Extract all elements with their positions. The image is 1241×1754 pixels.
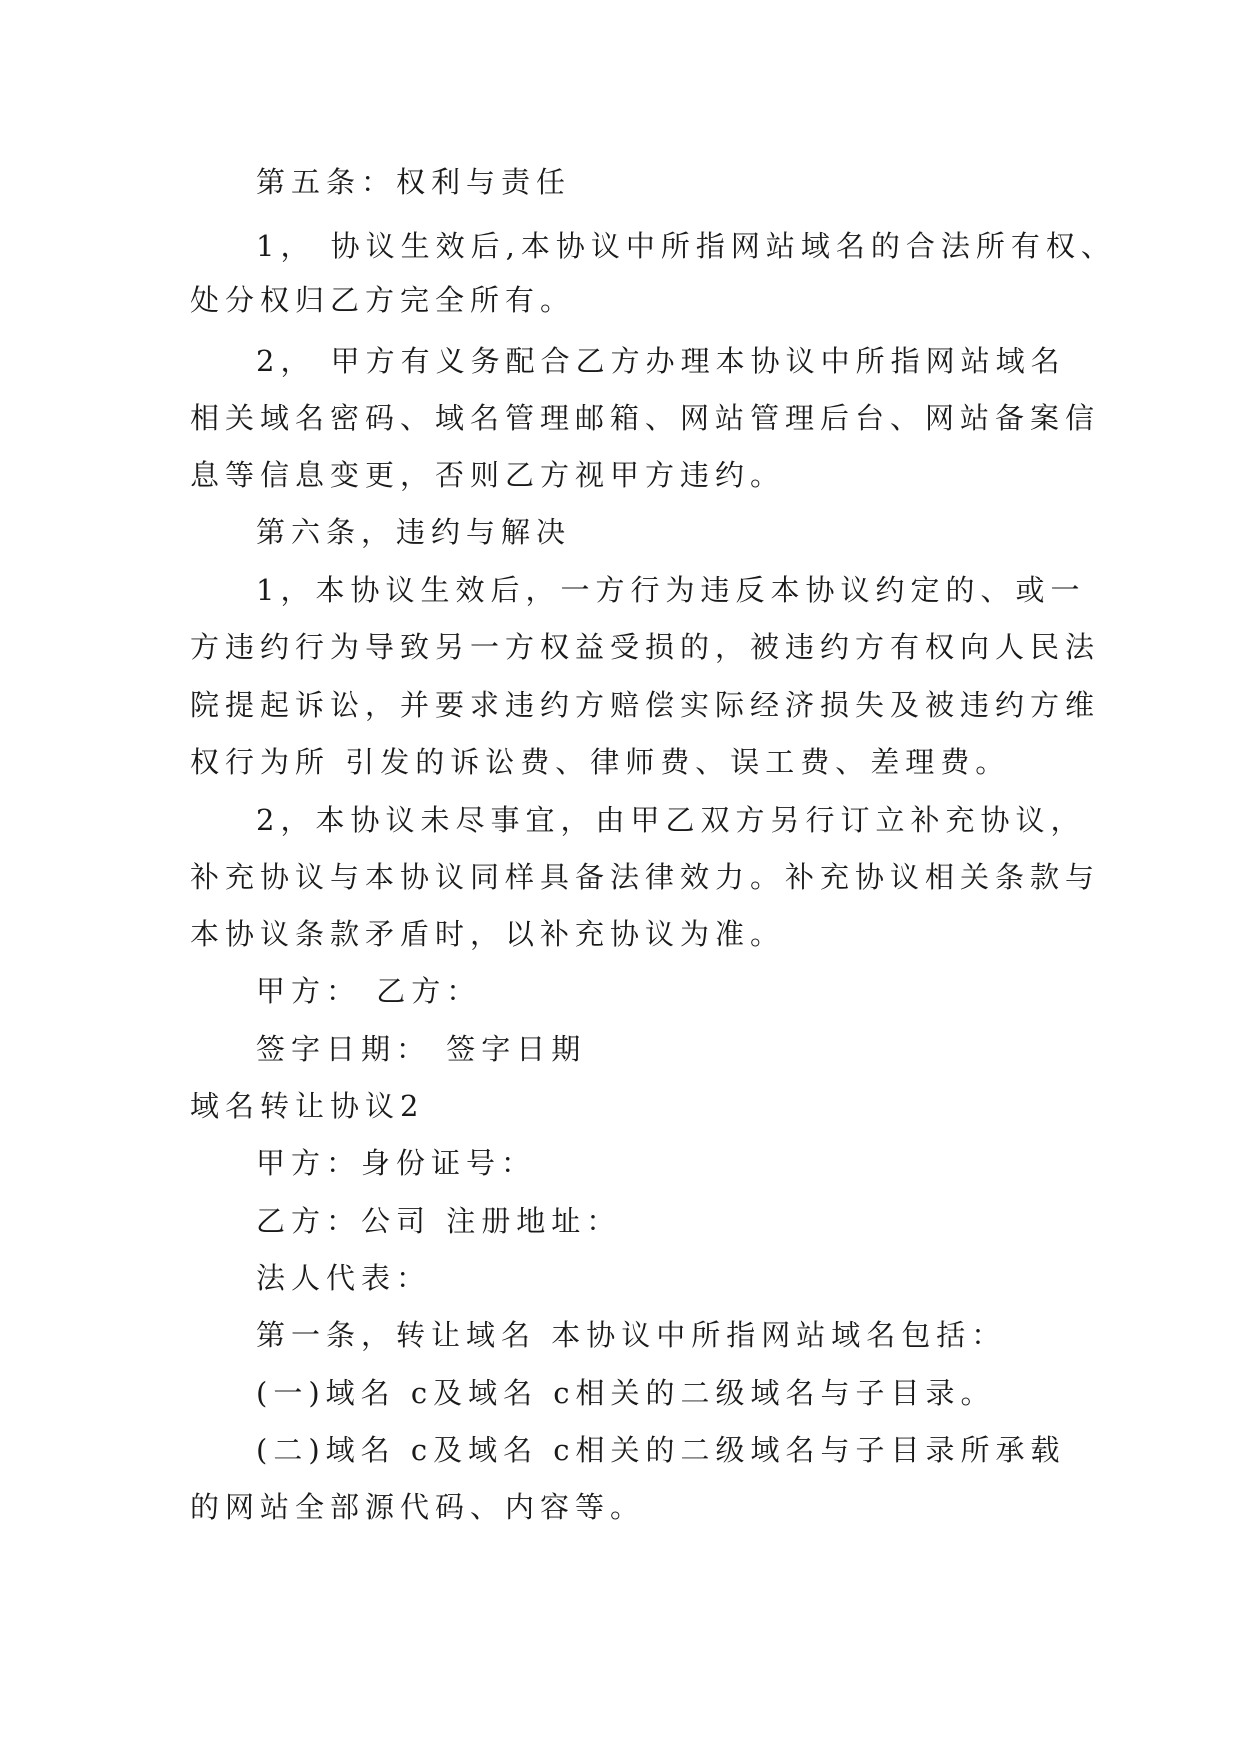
party-a-line: 甲方：身份证号： <box>256 1146 537 1180</box>
party-b-line: 乙方：公司 注册地址： <box>256 1204 622 1238</box>
signature-date-line: 签字日期： 签字日期 <box>256 1032 587 1066</box>
paragraph-line: (二)域名 c及域名 c相关的二级域名与子目录所承载 <box>256 1433 1066 1467</box>
paragraph-line: 权行为所 引发的诉讼费、律师费、误工费、差理费。 <box>190 745 1011 779</box>
paragraph-line: 的网站全部源代码、内容等。 <box>190 1490 646 1524</box>
paragraph-line: 2，本协议未尽事宜，由甲乙双方另行订立补充协议， <box>256 803 1086 837</box>
paragraph-line: 处分权归乙方完全所有。 <box>190 283 576 317</box>
paragraph-line: 1， 协议生效后,本协议中所指网站域名的合法所有权、 <box>256 229 1116 263</box>
legal-representative-line: 法人代表： <box>256 1261 432 1295</box>
paragraph-line: 方违约行为导致另一方权益受损的，被违约方有权向人民法 <box>190 630 1101 664</box>
article-6-heading: 第六条，违约与解决 <box>256 515 572 549</box>
agreement-2-title: 域名转让协议2 <box>190 1089 425 1123</box>
signature-parties-line: 甲方： 乙方： <box>256 974 482 1008</box>
article-1-heading: 第一条，转让域名 本协议中所指网站域名包括： <box>256 1318 1007 1352</box>
paragraph-line: 2， 甲方有义务配合乙方办理本协议中所指网站域名 <box>256 344 1066 378</box>
paragraph-line: 补充协议与本协议同样具备法律效力。补充协议相关条款与 <box>190 860 1101 894</box>
paragraph-line: 本协议条款矛盾时，以补充协议为准。 <box>190 917 786 951</box>
article-5-heading: 第五条：权利与责任 <box>256 165 572 199</box>
paragraph-line: 息等信息变更，否则乙方视甲方违约。 <box>190 458 786 492</box>
paragraph-line: 相关域名密码、域名管理邮箱、网站管理后台、网站备案信 <box>190 401 1101 435</box>
paragraph-line: (一)域名 c及域名 c相关的二级域名与子目录。 <box>256 1376 996 1410</box>
paragraph-line: 1，本协议生效后，一方行为违反本协议约定的、或一 <box>256 573 1086 607</box>
paragraph-line: 院提起诉讼，并要求违约方赔偿实际经济损失及被违约方维 <box>190 688 1101 722</box>
